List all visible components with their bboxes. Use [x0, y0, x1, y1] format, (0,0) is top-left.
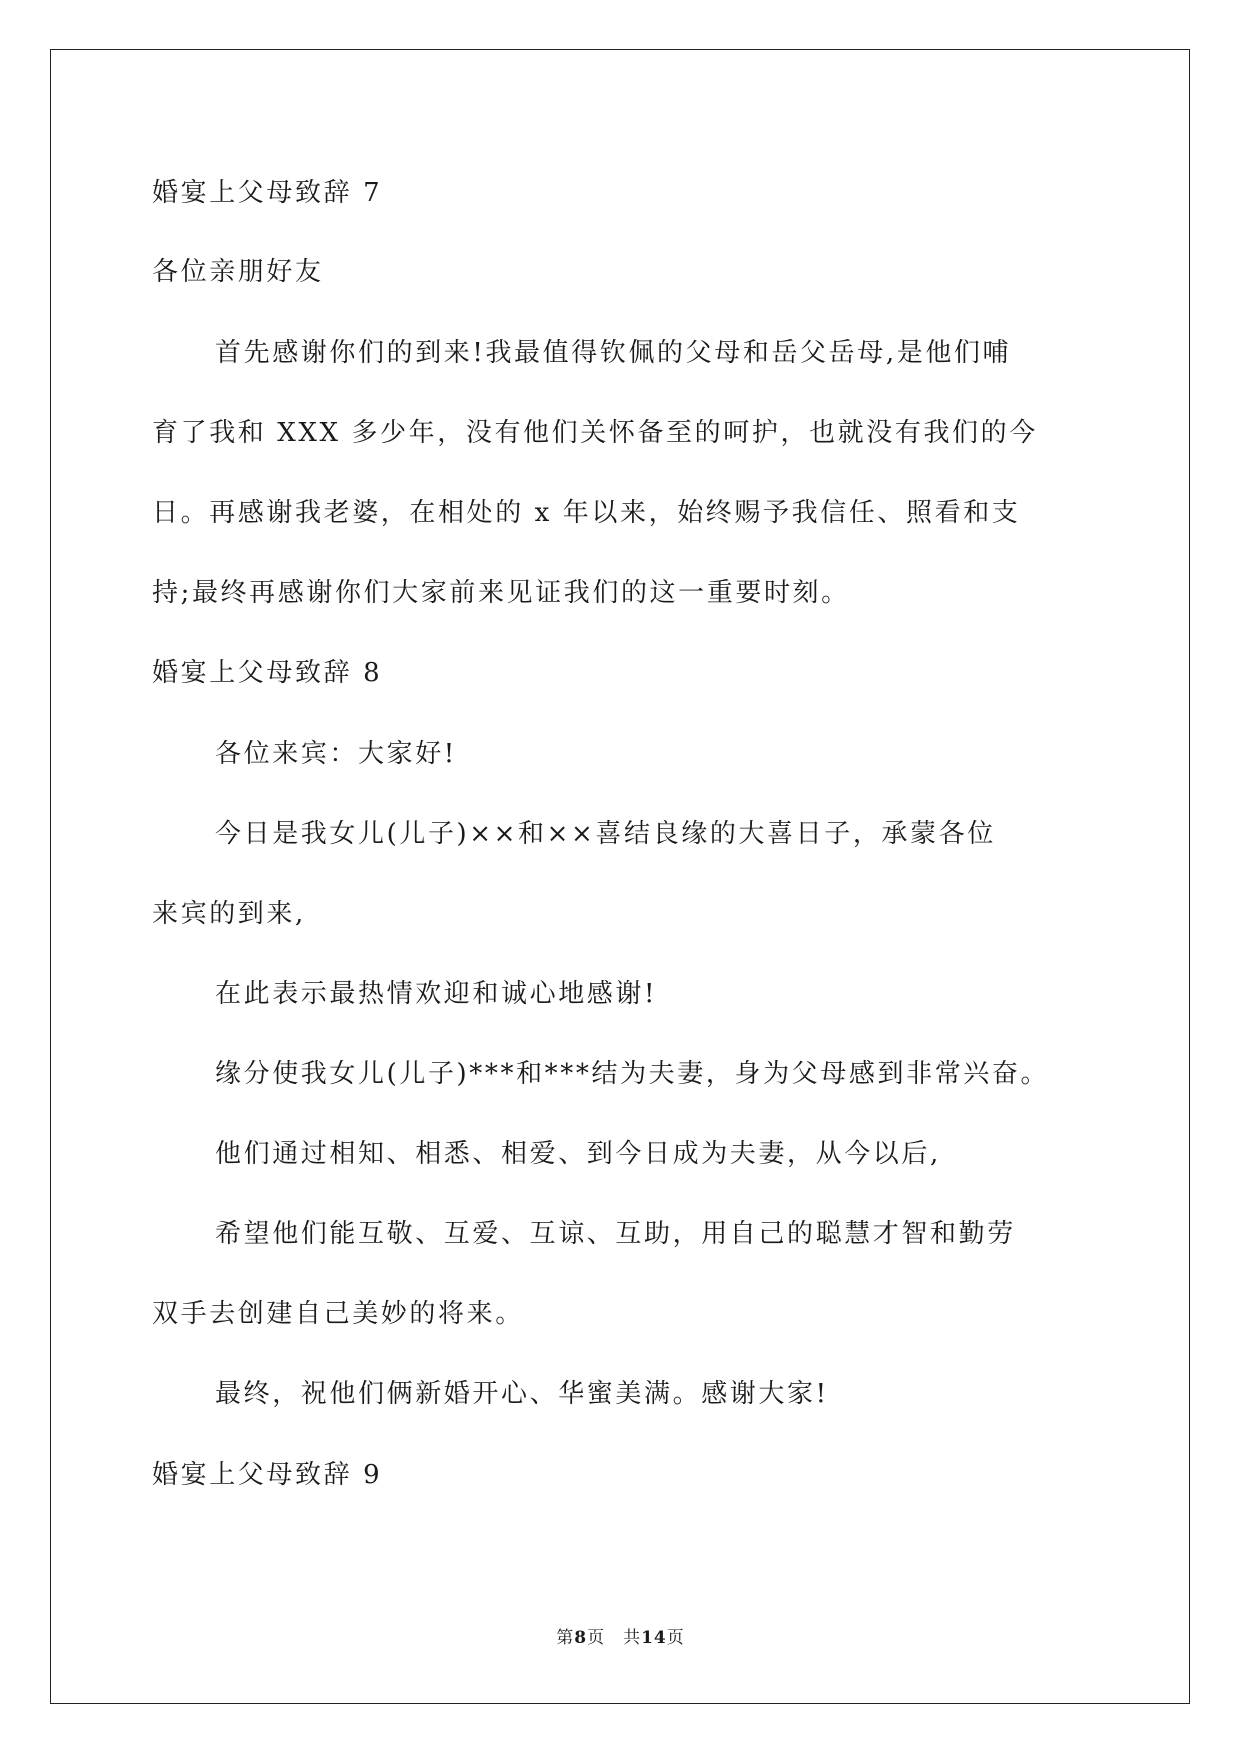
- section-heading-9: 婚宴上父母致辞 9: [152, 1460, 383, 1490]
- paragraph-line: 希望他们能互敬、互爱、互谅、互助，用自己的聪慧才智和勤劳: [215, 1219, 1016, 1249]
- total-suffix: 页: [666, 1628, 685, 1648]
- section-heading-8: 婚宴上父母致辞 8: [152, 658, 383, 688]
- paragraph-line: 双手去创建自己美妙的将来。: [152, 1299, 524, 1329]
- paragraph-line: 在此表示最热情欢迎和诚心地感谢!: [215, 979, 658, 1009]
- section-heading-7: 婚宴上父母致辞 7: [152, 178, 383, 208]
- paragraph-line: 日。再感谢我老婆，在相处的 x 年以来，始终赐予我信任、照看和支: [152, 498, 1021, 528]
- greeting-friends: 各位亲朋好友: [152, 257, 324, 287]
- page-number: 8: [574, 1628, 588, 1648]
- total-prefix: 共: [623, 1628, 642, 1648]
- greeting-guests: 各位来宾：大家好!: [215, 739, 457, 769]
- paragraph-line: 缘分使我女儿(儿子)***和***结为夫妻，身为父母感到非常兴奋。: [215, 1059, 1050, 1089]
- paragraph-line: 首先感谢你们的到来!我最值得钦佩的父母和岳父岳母,是他们哺: [215, 338, 1012, 368]
- total-pages: 14: [641, 1628, 667, 1648]
- paragraph-line: 今日是我女儿(儿子)××和××喜结良缘的大喜日子，承蒙各位: [215, 819, 996, 849]
- paragraph-line: 育了我和 XXX 多少年，没有他们关怀备至的呵护，也就没有我们的今: [152, 418, 1038, 448]
- paragraph-line: 最终，祝他们俩新婚开心、华蜜美满。感谢大家!: [215, 1379, 829, 1409]
- paragraph-line: 来宾的到来,: [152, 899, 306, 929]
- paragraph-line: 持;最终再感谢你们大家前来见证我们的这一重要时刻。: [152, 578, 850, 608]
- page-footer: [0, 1627, 1241, 1649]
- page-border: [50, 49, 1190, 1704]
- paragraph-line: 他们通过相知、相悉、相爱、到今日成为夫妻，从今以后,: [215, 1139, 941, 1169]
- page-prefix: 第: [556, 1628, 575, 1648]
- page-suffix: 页: [587, 1628, 606, 1648]
